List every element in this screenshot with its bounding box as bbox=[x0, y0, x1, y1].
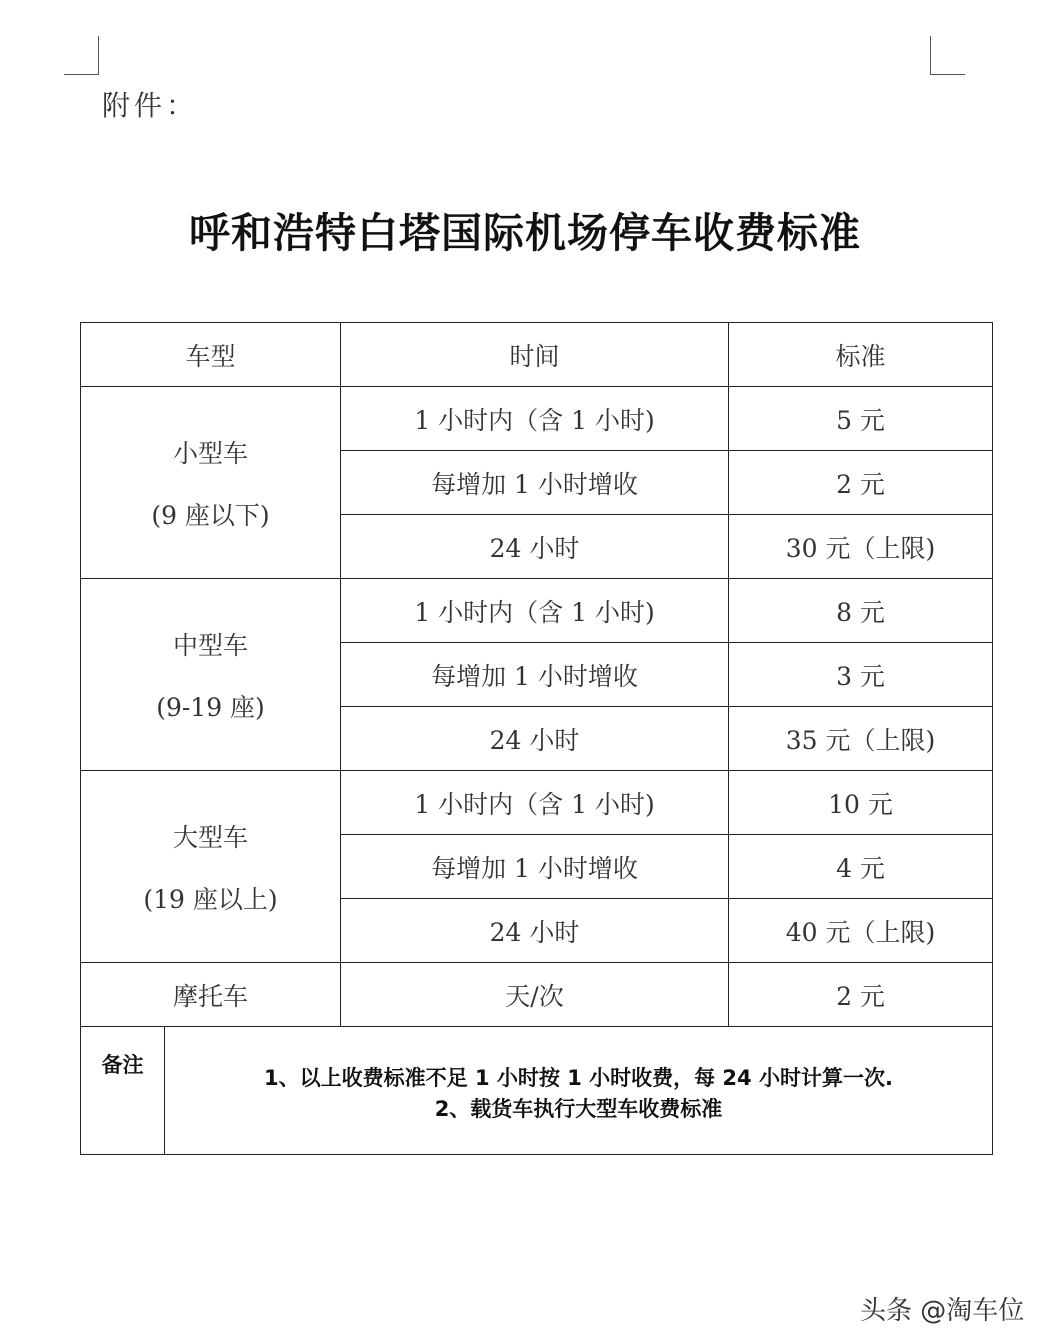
vehicle-type-seats: (19 座以上) bbox=[143, 884, 278, 914]
vehicle-type-medium bbox=[81, 579, 341, 771]
remark-line: 2、载货车执行大型车收费标准 bbox=[434, 1096, 723, 1121]
fee-cell: 2 元 bbox=[729, 451, 993, 515]
time-cell: 1 小时内（含 1 小时) bbox=[341, 579, 729, 643]
fee-cell: 30 元（上限) bbox=[729, 515, 993, 579]
fee-cell: 35 元（上限) bbox=[729, 707, 993, 771]
remarks-text bbox=[165, 1027, 993, 1155]
table-row bbox=[81, 579, 993, 643]
vehicle-type-motorcycle: 摩托车 bbox=[81, 963, 341, 1027]
vehicle-type-name: 中型车 bbox=[173, 630, 249, 660]
time-cell: 每增加 1 小时增收 bbox=[341, 835, 729, 899]
time-cell: 24 小时 bbox=[341, 899, 729, 963]
fee-cell: 3 元 bbox=[729, 643, 993, 707]
table-row bbox=[81, 387, 993, 451]
remark-line: 1、以上收费标准不足 1 小时按 1 小时收费，每 24 小时计算一次. bbox=[264, 1065, 893, 1090]
fee-cell: 8 元 bbox=[729, 579, 993, 643]
vehicle-type-seats: (9-19 座) bbox=[156, 692, 265, 722]
fee-cell: 2 元 bbox=[729, 963, 993, 1027]
time-cell: 1 小时内（含 1 小时) bbox=[341, 771, 729, 835]
vehicle-type-large bbox=[81, 771, 341, 963]
fee-cell: 5 元 bbox=[729, 387, 993, 451]
table-header-row bbox=[81, 323, 993, 387]
vehicle-type-small bbox=[81, 387, 341, 579]
page-title: 呼和浩特白塔国际机场停车收费标准 bbox=[189, 209, 861, 257]
time-cell: 1 小时内（含 1 小时) bbox=[341, 387, 729, 451]
attachment-label: 附件： bbox=[102, 89, 199, 122]
table-row-remarks bbox=[81, 1027, 993, 1155]
table-row-motorcycle bbox=[81, 963, 993, 1027]
time-cell: 每增加 1 小时增收 bbox=[341, 643, 729, 707]
fee-cell: 10 元 bbox=[729, 771, 993, 835]
parking-fee-table bbox=[80, 322, 993, 1155]
time-cell: 24 小时 bbox=[341, 515, 729, 579]
header-fee: 标准 bbox=[729, 323, 993, 387]
table-row bbox=[81, 771, 993, 835]
vehicle-type-name: 小型车 bbox=[173, 438, 249, 468]
header-time: 时间 bbox=[341, 323, 729, 387]
page-corner-mark-top-left bbox=[64, 36, 99, 75]
time-cell: 每增加 1 小时增收 bbox=[341, 451, 729, 515]
time-cell: 24 小时 bbox=[341, 707, 729, 771]
time-cell: 天/次 bbox=[341, 963, 729, 1027]
fee-cell: 40 元（上限) bbox=[729, 899, 993, 963]
vehicle-type-name: 大型车 bbox=[173, 822, 249, 852]
vehicle-type-seats: (9 座以下) bbox=[151, 500, 270, 530]
page-corner-mark-top-right bbox=[930, 36, 965, 75]
source-watermark: 头条 @淘车位 bbox=[860, 1296, 1025, 1326]
remarks-label: 备注 bbox=[81, 1027, 165, 1155]
header-vehicle-type: 车型 bbox=[81, 323, 341, 387]
fee-cell: 4 元 bbox=[729, 835, 993, 899]
